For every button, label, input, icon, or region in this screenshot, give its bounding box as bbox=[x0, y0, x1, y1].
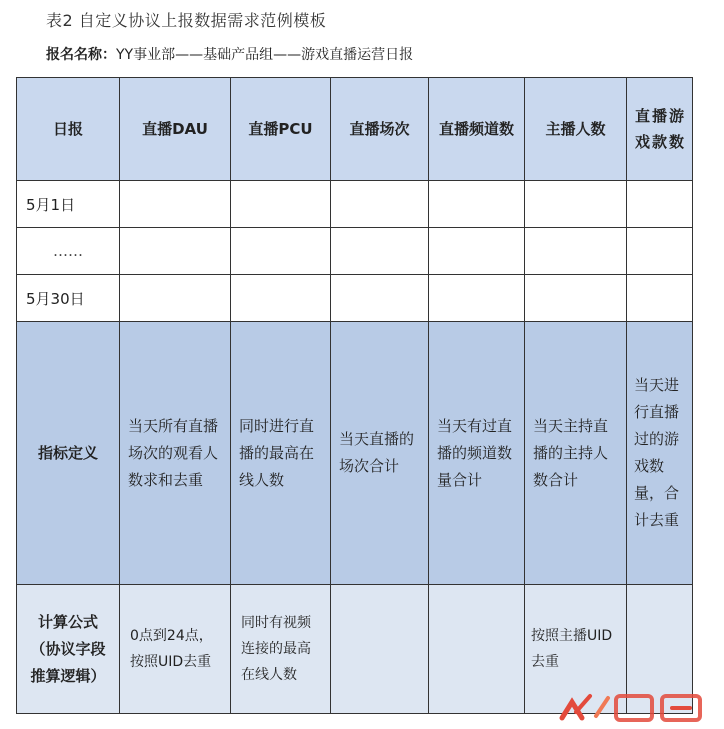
header-cell: 直播PCU bbox=[231, 78, 331, 181]
definition-cell: 同时进行直播的最高在线人数 bbox=[231, 322, 331, 585]
table-caption: 表2 自定义协议上报数据需求范例模板 bbox=[46, 11, 327, 30]
report-name bbox=[46, 44, 413, 64]
logo-mark-icon bbox=[562, 696, 700, 720]
header-cell: 直播游戏款数 bbox=[627, 78, 693, 181]
row-label: …… bbox=[17, 228, 120, 275]
definition-row bbox=[17, 322, 693, 585]
table-row bbox=[17, 228, 693, 275]
definition-cell: 当天进行直播过的游戏数量，合计去重 bbox=[627, 322, 693, 585]
header-cell: 直播频道数 bbox=[429, 78, 525, 181]
header-row bbox=[17, 78, 693, 181]
watermark-logo bbox=[556, 688, 708, 726]
definition-cell: 当天主持直播的主持人数合计 bbox=[525, 322, 627, 585]
table-row bbox=[17, 275, 693, 322]
header-cell: 主播人数 bbox=[525, 78, 627, 181]
definition-cell: 当天有过直播的频道数量合计 bbox=[429, 322, 525, 585]
header-cell: 日报 bbox=[17, 78, 120, 181]
header-cell: 直播DAU bbox=[120, 78, 231, 181]
calc-cell bbox=[331, 585, 429, 714]
definition-cell: 当天直播的场次合计 bbox=[331, 322, 429, 585]
calc-cell: 同时有视频连接的最高在线人数 bbox=[231, 585, 331, 714]
report-name-value: YY事业部——基础产品组——游戏直播运营日报 bbox=[116, 47, 414, 63]
calc-label: 计算公式（协议字段推算逻辑） bbox=[17, 585, 120, 714]
header-cell: 直播场次 bbox=[331, 78, 429, 181]
table-row bbox=[17, 181, 693, 228]
definition-label: 指标定义 bbox=[17, 322, 120, 585]
calc-cell: 0点到24点，按照UID去重 bbox=[120, 585, 231, 714]
requirements-table bbox=[16, 77, 693, 714]
report-name-label: 报名名称： bbox=[46, 47, 116, 63]
calc-cell bbox=[429, 585, 525, 714]
definition-cell: 当天所有直播场次的观看人数求和去重 bbox=[120, 322, 231, 585]
row-label: 5月30日 bbox=[17, 275, 120, 322]
row-label: 5月1日 bbox=[17, 181, 120, 228]
calc-cell: 按照主播UID去重 bbox=[525, 585, 627, 714]
